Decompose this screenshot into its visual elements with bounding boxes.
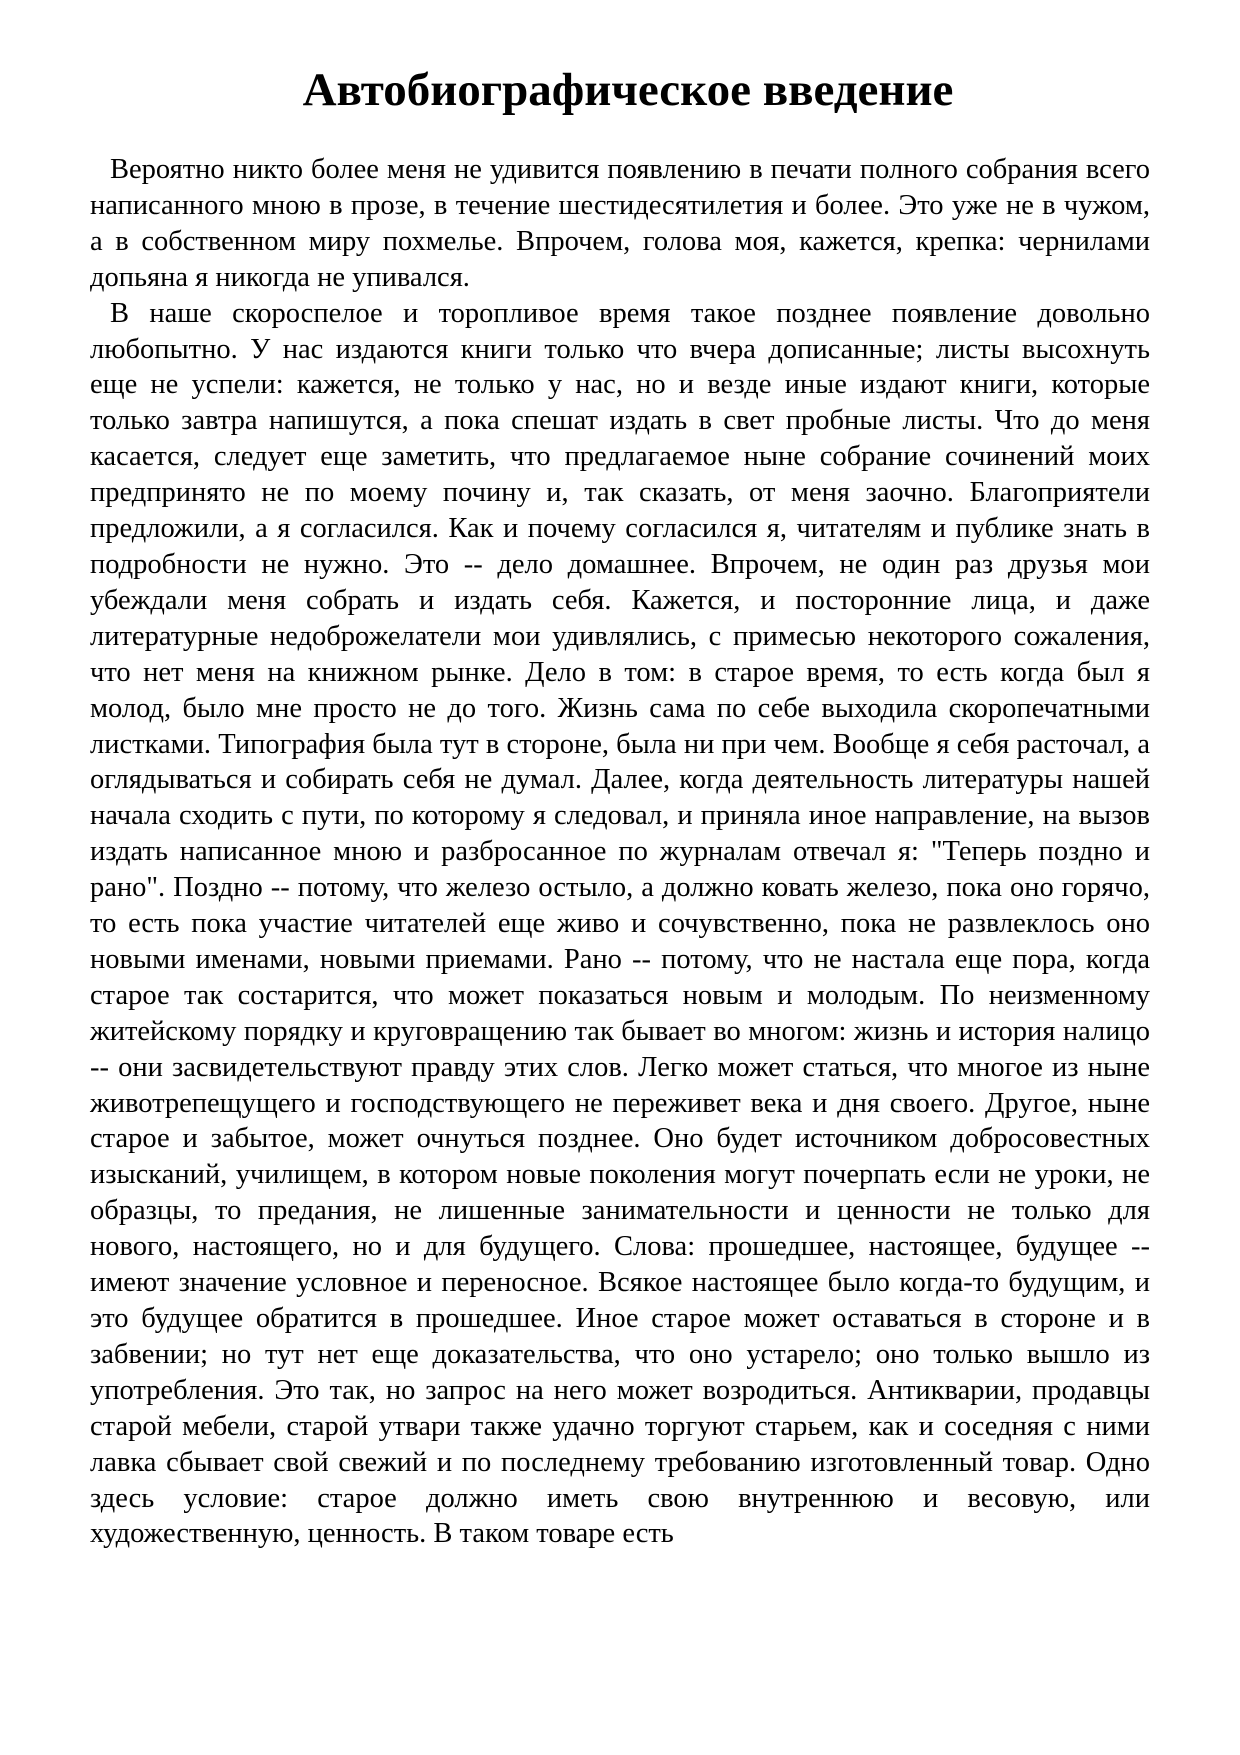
page-title: Автобиографическое введение — [302, 64, 954, 116]
paragraph-2: В наше скороспелое и торопливое время такое позднее появление довольно любопытно. У нас издаются книги только что вчера дописанные; листы высохнуть еще не успели: кажется, не только у нас, но и везде иные издают книги, которые только завтра напишутся, а пока спешат издать в свет пробные листы. Что до меня касается, следует еще заметить, что предлагаемое ныне собрание сочинений моих предпринято не по моему почину и, так сказать, от меня заочно. Благоприятели предложили, а я согласился. Как и почему согласился я, читателям и публике знать в подробности не нужно. Это -- дело домашнее. Впрочем, не один раз друзья мои убеждали меня собрать и издать себя. Кажется, и посторонние лица, и даже литературные недоброжелатели мои удивлялись, с примесью некоторого сожаления, что нет меня на книжном рынке. Дело в том: в старое время, то есть когда был я молод, было мне просто не до того. Жизнь сама по себе выходила скоропечатными листками. Типография была тут в стороне, была ни при чем. Вообще я себя расточал, а оглядываться и собирать себя не думал. Далее, когда деятельность литературы нашей начала сходить с пути, по которому я следовал, и приняла иное направление, на вызов издать написанное мною и разбросанное по журналам отвечал я: "Теперь поздно и рано". Поздно -- потому, что железо остыло, а должно ковать железо, пока оно горячо, то есть пока участие читателей еще живо и сочувственно, пока не развлеклось оно новыми именами, новыми приемами. Рано -- потому, что не настала еще пора, когда старое так состарится, что может показаться новым и молодым. По неизменному житейскому порядку и круговращению так бывает во многом: жизнь и история налицо -- они засвидетельствуют правду этих слов. Легко может статься, что многое из ныне животрепещущего и господствующего не переживет века и дня своего. Другое, ныне старое и забытое, может очнуться позднее. Оно будет источником добросовестных изысканий, училищем, в котором новые поколения могут почерпать если не уроки, не образцы, то предания, не лишенные занимательности и ценности не только для нового, настоящего, но и для будущего. Слова: прошедшее, настоящее, будущее -- имеют значение условное и переносное. Всякое настоящее было когда-то будущим, и это будущее обратится в прошедшее. Иное старое может оставаться в стороне и в забвении; но тут нет еще доказательства, что оно устарело; оно только вышло из употребления. Это так, но запрос на него может возродиться. Антикварии, продавцы старой мебели, старой утвари также удачно торгуют старьем, как и соседняя с ними лавка сбывает свой свежий и по последнему требованию изготовленный товар. Одно здесь условие: старое должно иметь свою внутреннюю и весовую, или художественную, ценность. В таком товаре есть — [90, 297, 1150, 1550]
paragraph-1: Вероятно никто более меня не удивится появлению в печати полного собрания всего написанного мною в прозе, в течение шестидесятилетия и более. Это уже не в чужом, а в собственном миру похмелье. Впрочем, голова моя, кажется, крепка: чернилами допьяна я никогда не упивался. — [90, 154, 1150, 293]
document-page — [90, 55, 1150, 1552]
document-body — [90, 152, 1150, 1552]
